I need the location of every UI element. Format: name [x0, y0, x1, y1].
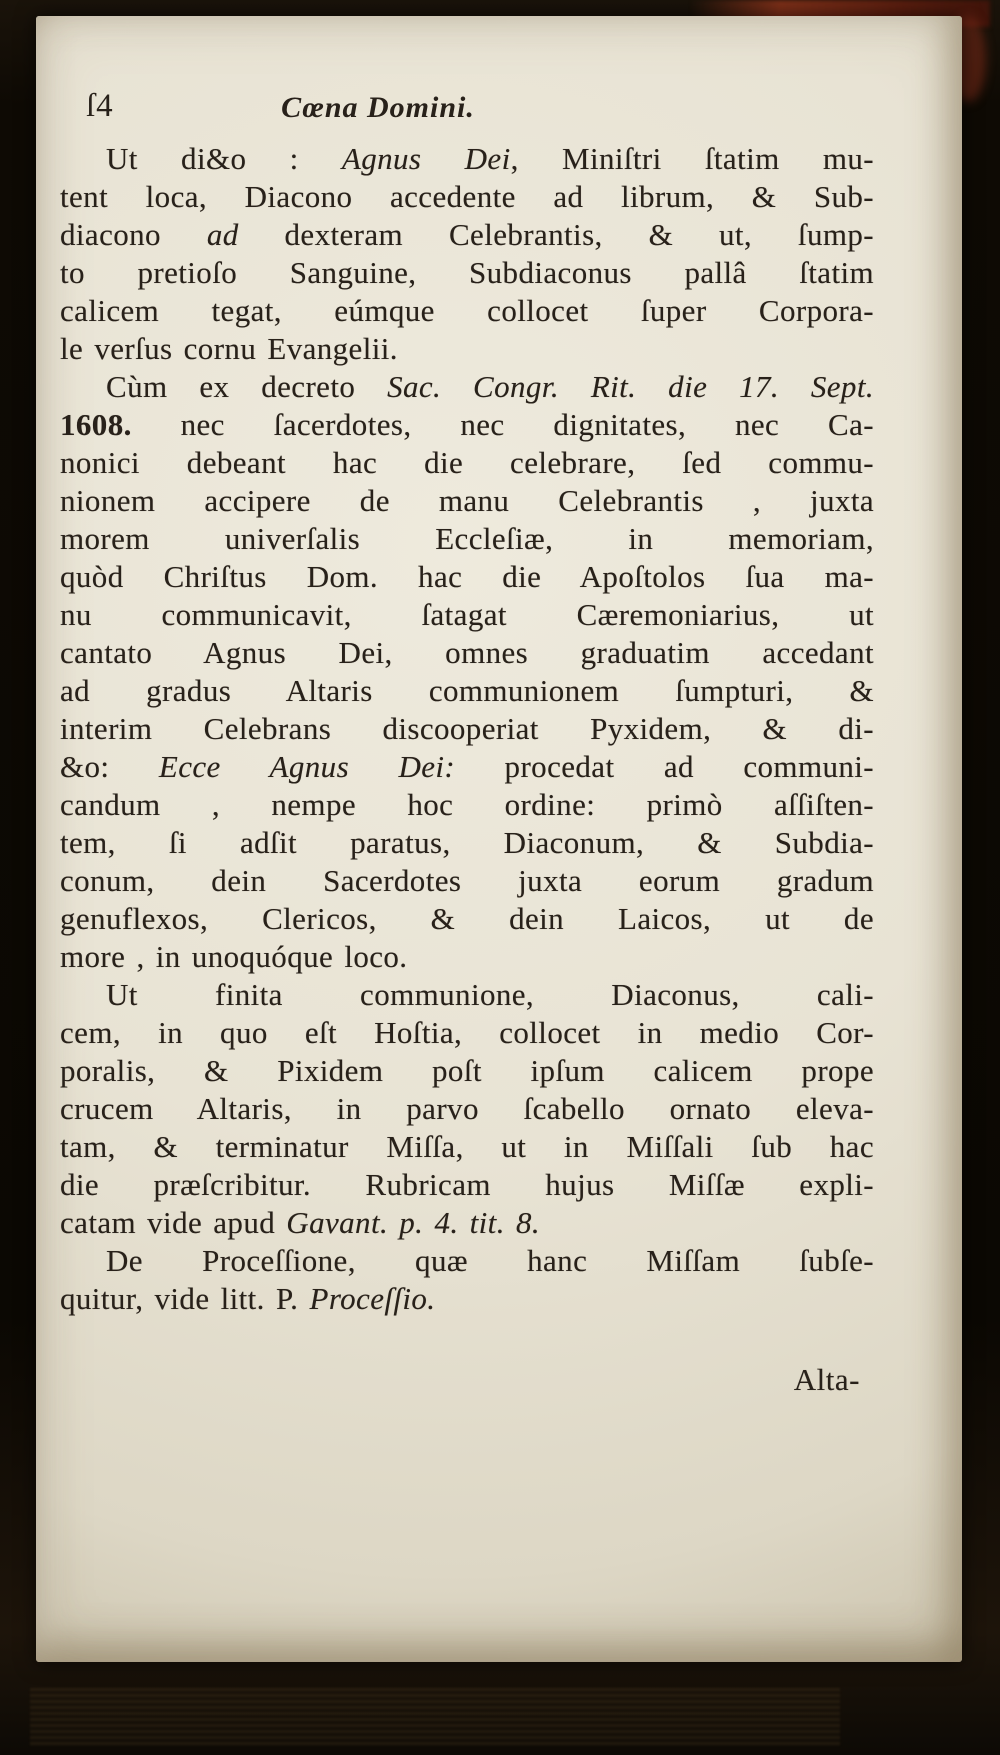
text-segment: Ut di&o :: [106, 141, 342, 176]
text-line: [60, 786, 874, 824]
text-segment: quòd Chriſtus Dom. hac die Apoſtolos ſua ma-: [60, 559, 874, 594]
text-segment: calicem tegat, eúmque collocet ſuper Corpora-: [60, 293, 874, 328]
text-segment: procedat ad communi-: [455, 749, 874, 784]
text-segment: cantato Agnus Dei, omnes graduatim accedant: [60, 635, 874, 670]
text-line: [60, 710, 874, 748]
text-segment: Cùm ex decreto: [106, 369, 388, 404]
text-segment: quitur, vide litt. P.: [60, 1281, 310, 1316]
text-line: [60, 140, 874, 178]
text-segment: nec ſacerdotes, nec dignitates, nec Ca-: [131, 407, 874, 442]
text-segment: Agnus Dei: [341, 141, 511, 176]
text-segment: ad: [206, 217, 239, 252]
text-segment: , Miniſtri ſtatim mu-: [510, 141, 875, 176]
text-line: [60, 178, 874, 216]
text-line: [60, 1204, 874, 1242]
text-line: [60, 748, 874, 786]
text-segment: tem, ſi adſit paratus, Diaconum, & Subdia-: [60, 825, 874, 860]
book-page: [36, 16, 962, 1662]
text-line: [60, 1090, 874, 1128]
text-line: [60, 406, 874, 444]
text-line: [60, 482, 874, 520]
text-line: [60, 558, 874, 596]
text-segment: ad gradus Altaris communionem ſumpturi, &: [60, 673, 874, 708]
text-segment: morem univerſalis Eccleſiæ, in memoriam,: [60, 521, 874, 556]
text-segment: die præſcribitur. Rubricam hujus Miſſæ expli-: [60, 1167, 874, 1202]
running-title: Cœna Domini.: [281, 91, 475, 124]
page-number: ſ4: [86, 88, 114, 124]
text-segment: more , in unoquóque loco.: [60, 939, 408, 974]
catchword-row: [60, 1362, 874, 1398]
text-segment: crucem Altaris, in parvo ſcabello ornato eleva-: [60, 1091, 874, 1126]
text-line: [60, 1128, 874, 1166]
text-line: [60, 520, 874, 558]
text-line: [60, 1014, 874, 1052]
text-line: [60, 1242, 874, 1280]
text-line: [60, 1280, 874, 1318]
text-line: [60, 824, 874, 862]
text-line: [60, 672, 874, 710]
text-segment: to pretioſo Sanguine, Subdiaconus pallâ ſtatim: [60, 255, 874, 290]
text-segment: interim Celebrans discooperiat Pyxidem, & di-: [60, 711, 874, 746]
text-segment: Ecce Agnus Dei:: [158, 749, 456, 784]
text-line: [60, 254, 874, 292]
text-segment: genuflexos, Clericos, & dein Laicos, ut de: [60, 901, 874, 936]
text-line: [60, 444, 874, 482]
text-segment: &o:: [60, 749, 159, 784]
text-line: [60, 900, 874, 938]
text-segment: nu communicavit, ſatagat Cæremoniarius, ut: [60, 597, 874, 632]
text-segment: nionem accipere de manu Celebrantis , juxta: [60, 483, 874, 518]
text-line: [60, 1166, 874, 1204]
text-segment: candum , nempe hoc ordine: primò aſſiſten-: [60, 787, 874, 822]
text-line: [60, 292, 874, 330]
body-text: [60, 140, 874, 1318]
text-segment: 1608.: [60, 407, 132, 442]
text-segment: cem, in quo eſt Hoſtia, collocet in medio Cor-: [60, 1015, 874, 1050]
text-line: [60, 634, 874, 672]
page-header: [60, 88, 874, 134]
text-segment: nonici debeant hac die celebrare, ſed commu-: [60, 445, 874, 480]
text-segment: conum, dein Sacerdotes juxta eorum gradum: [60, 863, 874, 898]
text-segment: diacono: [60, 217, 207, 252]
text-line: [60, 596, 874, 634]
text-segment: catam vide apud: [60, 1205, 287, 1240]
page-content: [60, 88, 874, 1398]
text-line: [60, 862, 874, 900]
text-line: [60, 368, 874, 406]
text-segment: tent loca, Diacono accedente ad librum, & Sub-: [60, 179, 874, 214]
text-segment: Sac. Congr. Rit. die 17. Sept.: [387, 369, 874, 404]
text-line: [60, 1052, 874, 1090]
text-segment: poralis, & Pixidem poſt ipſum calicem prope: [60, 1053, 874, 1088]
book-fore-edge: [30, 1688, 840, 1746]
text-line: [60, 216, 874, 254]
text-segment: le verſus cornu Evangelii.: [60, 331, 398, 366]
text-segment: Gavant. p. 4. tit. 8.: [286, 1205, 541, 1240]
catchword: Alta-: [793, 1362, 860, 1397]
text-segment: dexteram Celebrantis, & ut, ſump-: [238, 217, 874, 252]
text-segment: tam, & terminatur Miſſa, ut in Miſſali ſub hac: [60, 1129, 874, 1164]
text-line: [60, 330, 874, 368]
text-line: [60, 976, 874, 1014]
text-line: [60, 938, 874, 976]
text-segment: De Proceſſione, quæ hanc Miſſam ſubſe-: [106, 1243, 874, 1278]
text-segment: Ut finita communione, Diaconus, cali-: [106, 977, 874, 1012]
text-segment: Proceſſio.: [309, 1281, 436, 1316]
